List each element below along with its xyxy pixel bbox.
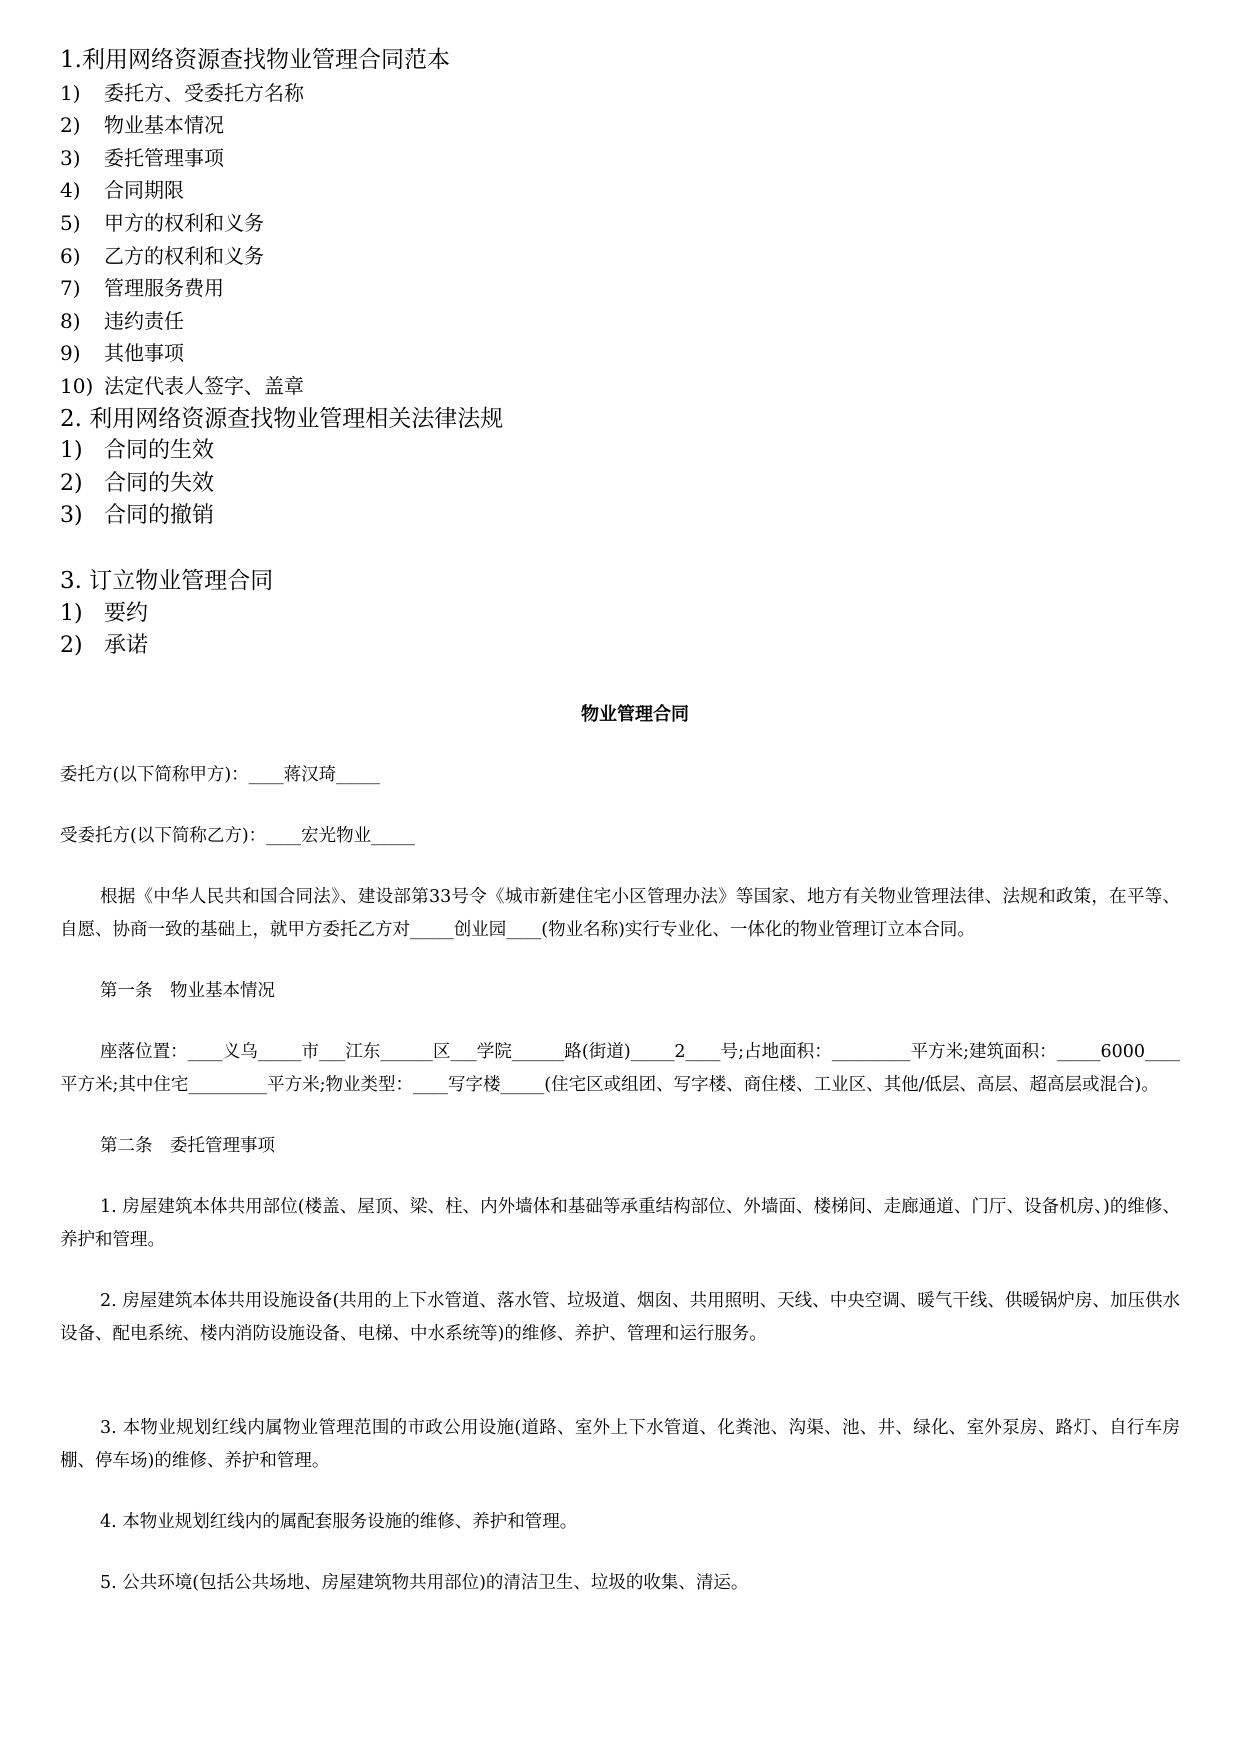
- item-text: 法定代表人签字、盖章: [104, 373, 304, 398]
- party-b-line: 受委托方(以下简称乙方)：____宏光物业_____: [60, 826, 415, 846]
- list-item: [60, 174, 1160, 207]
- item-text: 乙方的权利和义务: [104, 243, 264, 268]
- section-1-title: 1.利用网络资源查找物业管理合同范本: [60, 47, 450, 73]
- article-1-paragraph: 座落位置：____义乌_____市___江东______区___学院______路(街道)_____2____号;占地面积：_________平方米;建筑面积：_____6000____平方米;其中住宅_________平方米;物业类型：____写字楼_____(住宅区或组团、写字楼、商住楼、工业区、其他/低层、高层、超高层或混合)。: [60, 1042, 1180, 1095]
- list-item: [60, 240, 1160, 273]
- item-text: 合同期限: [104, 178, 184, 203]
- list-item: [60, 272, 1160, 305]
- contract-body: [60, 698, 1180, 1600]
- article-2-item: 2. 房屋建筑本体共用设施设备(共用的上下水管道、落水管、垃圾道、烟囱、共用照明、天线、中央空调、暖气干线、供暖锅炉房、加压供水设备、配电系统、楼内消防设施设备、电梯、中水系统等)的维修、养护、管理和运行服务。: [60, 1291, 1180, 1344]
- contract-title: 物业管理合同: [581, 704, 689, 725]
- item-number: 1): [60, 600, 83, 626]
- list-item: [60, 435, 1160, 468]
- item-text: 管理服务费用: [104, 276, 224, 301]
- item-text: 委托管理事项: [104, 145, 224, 170]
- item-number: 10): [60, 373, 94, 398]
- item-text: 委托方、受委托方名称: [104, 80, 304, 105]
- section-2-title: 2. 利用网络资源查找物业管理相关法律法规: [60, 405, 504, 432]
- item-number: 9): [60, 341, 81, 366]
- item-text: 其他事项: [104, 341, 184, 366]
- article-1-title: 第一条 物业基本情况: [100, 981, 275, 1001]
- list-item: [60, 109, 1160, 142]
- item-number: 2): [60, 633, 83, 659]
- item-number: 7): [60, 276, 81, 301]
- outline: [60, 44, 1160, 663]
- item-text: 合同的撤销: [104, 503, 215, 529]
- item-number: 8): [60, 308, 81, 333]
- preamble-paragraph: 根据《中华人民共和国合同法》、建设部第33号令《城市新建住宅小区管理办法》等国家、地方有关物业管理法律、法规和政策，在平等、自愿、协商一致的基础上，就甲方委托乙方对_____创业园____(物业名称)实行专业化、一体化的物业管理订立本合同。: [60, 887, 1180, 940]
- article-2-item: 1. 房屋建筑本体共用部位(楼盖、屋顶、梁、柱、内外墙体和基础等承重结构部位、外墙面、楼梯间、走廊通道、门厅、设备机房、)的维修、养护和管理。: [60, 1197, 1180, 1250]
- article-2-item: 3. 本物业规划红线内属物业管理范围的市政公用设施(道路、室外上下水管道、化粪池、沟渠、池、井、绿化、室外泵房、路灯、自行车房棚、停车场)的维修、养护和管理。: [60, 1418, 1180, 1471]
- section-3-title: 3. 订立物业管理合同: [60, 567, 274, 594]
- item-text: 合同的生效: [104, 438, 215, 464]
- item-number: 6): [60, 243, 81, 268]
- item-number: 2): [60, 113, 81, 138]
- item-text: 承诺: [104, 633, 149, 659]
- item-text: 甲方的权利和义务: [104, 210, 264, 235]
- list-item: [60, 370, 1160, 403]
- item-number: 5): [60, 210, 81, 235]
- item-number: 1): [60, 438, 83, 464]
- list-item: [60, 630, 1160, 663]
- article-2-item: 5. 公共环境(包括公共场地、房屋建筑物共用部位)的清洁卫生、垃圾的收集、清运。: [100, 1573, 749, 1593]
- item-number: 2): [60, 470, 83, 496]
- spacer: [60, 533, 1160, 565]
- item-number: 1): [60, 80, 81, 105]
- article-2-item: 4. 本物业规划红线内的属配套服务设施的维修、养护和管理。: [100, 1512, 578, 1532]
- list-item: [60, 142, 1160, 175]
- list-item: [60, 500, 1160, 533]
- list-item: [60, 468, 1160, 501]
- list-item: [60, 305, 1160, 338]
- item-text: 违约责任: [104, 308, 184, 333]
- item-text: 物业基本情况: [104, 113, 224, 138]
- list-item: [60, 598, 1160, 631]
- item-text: 要约: [104, 600, 149, 626]
- article-2-title: 第二条 委托管理事项: [100, 1136, 275, 1156]
- item-text: 合同的失效: [104, 470, 215, 496]
- list-item: [60, 337, 1160, 370]
- item-number: 3): [60, 503, 83, 529]
- item-number: 3): [60, 145, 81, 170]
- list-item: [60, 77, 1160, 110]
- list-item: [60, 207, 1160, 240]
- item-number: 4): [60, 178, 81, 203]
- party-a-line: 委托方(以下简称甲方)：____蒋汉琦_____: [60, 765, 380, 785]
